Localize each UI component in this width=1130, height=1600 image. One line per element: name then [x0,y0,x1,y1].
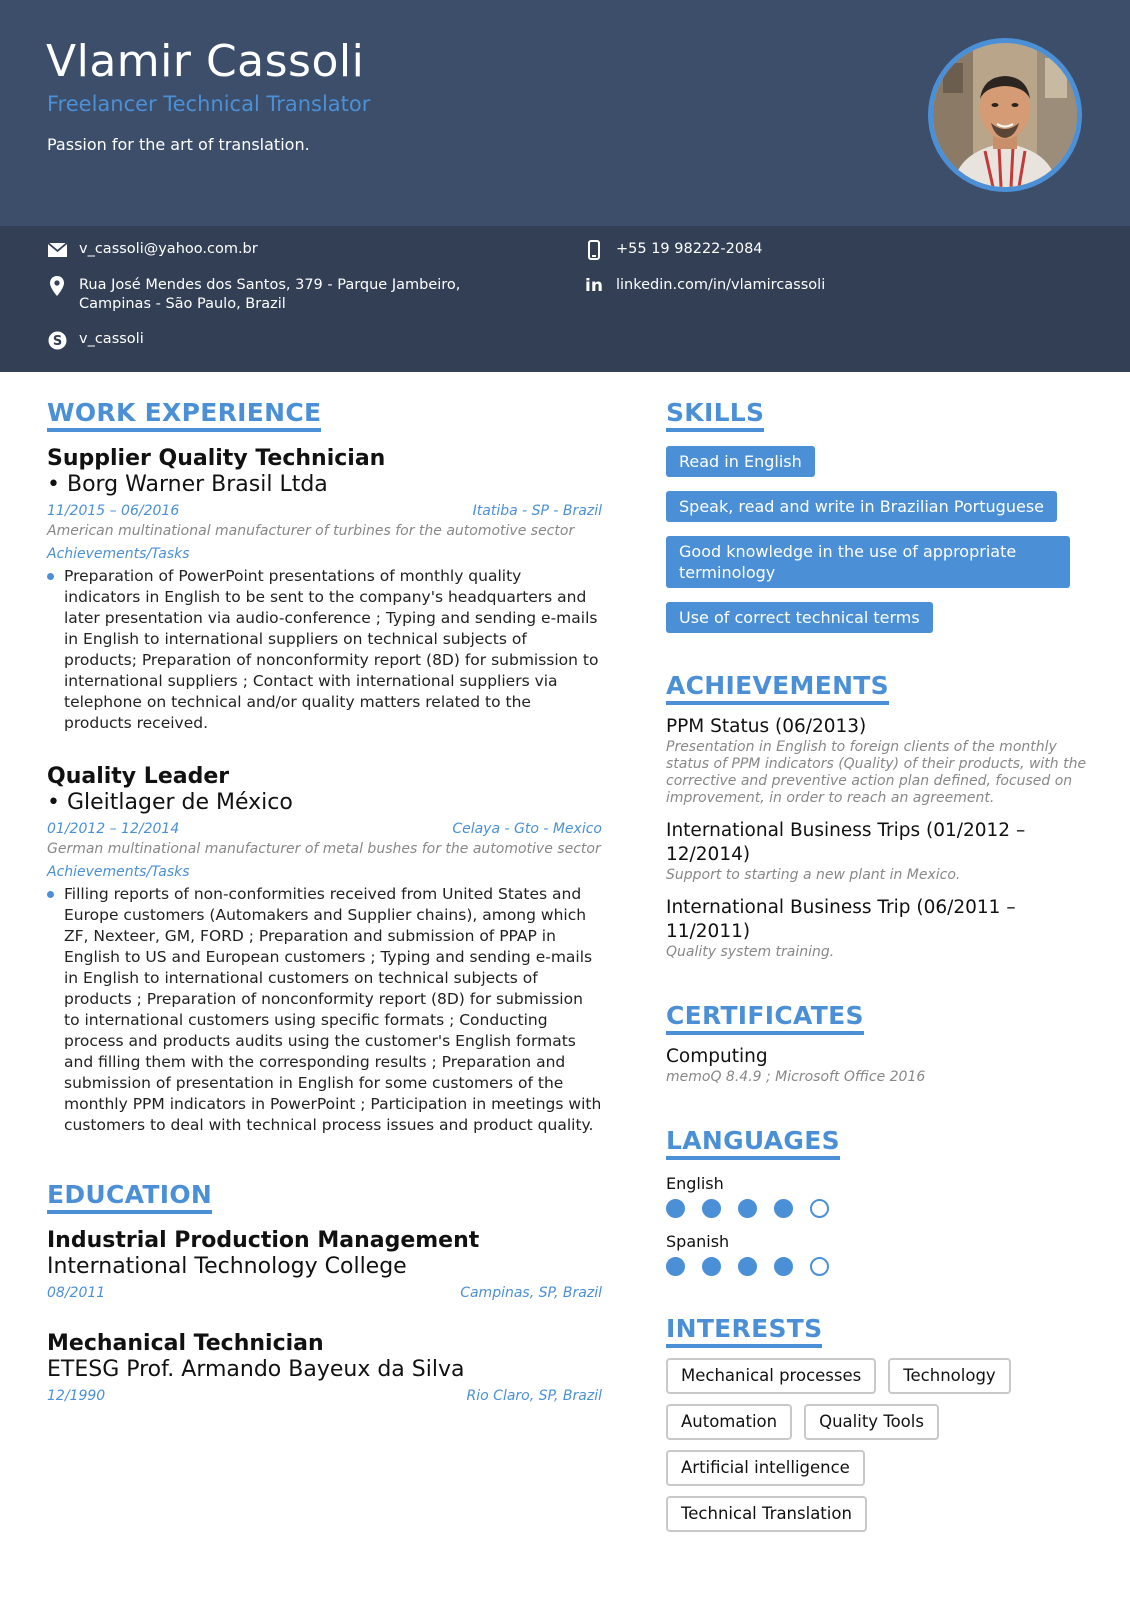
level-dot-filled [738,1257,757,1276]
job-entry [47,764,602,1136]
achievement-title: PPM Status (06/2013) [666,716,867,737]
level-dot-empty [810,1199,829,1218]
linkedin-icon: in [585,276,603,296]
skype-text: v_cassoli [79,331,144,347]
certificate-description: memoQ 8.4.9 ; Microsoft Office 2016 [666,1069,926,1085]
job-description: German multinational manufacturer of metal bushes for the automotive sector [47,841,601,857]
phone-text: +55 19 98222-2084 [616,241,763,257]
candidate-name: Vlamir Cassoli [46,36,365,87]
address-line-1: Rua José Mendes dos Santos, 379 - Parque Jambeiro, [79,277,461,293]
job-dates: 11/2015 – 06/2016 [47,503,180,519]
level-dot-filled [774,1199,793,1218]
phone-icon [584,240,604,260]
level-dot-filled [702,1199,721,1218]
level-dot-filled [666,1257,685,1276]
language-entry [666,1174,1096,1218]
education-heading: EDUCATION [47,1180,212,1214]
education-school: ETESG Prof. Armando Bayeux da Silva [47,1357,465,1382]
achievements-label: Achievements/Tasks [47,864,190,880]
location-pin-icon [47,276,67,296]
achievements-heading: ACHIEVEMENTS [666,671,889,705]
interest-tag: Quality Tools [804,1404,939,1440]
certificate-title: Computing [666,1046,768,1067]
education-meta [47,1387,602,1406]
education-degree: Mechanical Technician [47,1331,324,1356]
language-name: Spanish [666,1232,730,1251]
job-location: Celaya - Gto - Mexico [452,821,602,837]
task-text: Preparation of PowerPoint presentations of monthly quality indicators in English to be sent to the company's headquarters and later presentation via audio-conference ; Typing and sending e-mails in English to international suppliers on technical subjects of products; Preparation of nonconformity report (8D) for submission to international suppliers ; Contact with international suppliers via telephone on technical and/or quality matters related to the products received. [64,567,599,732]
email-text: v_cassoli@yahoo.com.br [79,241,258,257]
language-entry [666,1232,1096,1276]
interests-list [666,1348,1086,1532]
job-location: Itatiba - SP - Brazil [472,503,602,519]
education-entry [47,1228,602,1303]
bullet-dot [47,573,54,580]
contact-skype[interactable] [47,330,144,350]
achievement-entry [666,819,1096,884]
interests-heading: INTERESTS [666,1314,822,1348]
language-level-dots [666,1257,1096,1276]
education-location: Campinas, SP, Brazil [460,1285,602,1301]
education-school: International Technology College [47,1254,407,1279]
job-company: • Borg Warner Brasil Ltda [47,472,328,497]
education-meta [47,1284,602,1303]
achievement-title: International Business Trips (01/2012 – 12/2014) [666,820,1026,865]
certificate-entry [666,1045,1096,1086]
contact-phone[interactable] [584,240,763,260]
achievement-description: Quality system training. [666,944,835,960]
contact-linkedin[interactable] [584,276,825,296]
achievement-description: Presentation in English to foreign clients of the monthly status of PPM indicators (Quality) of their products, with the corrective and preventive action plan defined, focused on improvement, in order to reach an agreement. [666,739,1087,806]
contact-bar [0,226,1130,372]
resume-header [0,0,1130,226]
candidate-tagline: Passion for the art of translation. [47,135,310,154]
job-company: • Gleitlager de México [47,790,293,815]
skype-icon [47,330,67,350]
interest-tag: Mechanical processes [666,1358,876,1394]
profile-photo-image [933,43,1077,187]
skill-badge: Read in English [666,446,815,477]
contact-email[interactable] [47,240,258,260]
right-column [666,398,1096,1532]
skill-badge: Use of correct technical terms [666,602,933,633]
achievement-description: Support to starting a new plant in Mexico. [666,867,961,883]
svg-text:S: S [52,333,62,349]
job-title: Supplier Quality Technician [47,446,386,471]
language-name: English [666,1174,724,1193]
task-bullet [47,566,602,734]
achievement-title: International Business Trip (06/2011 – 11/2011) [666,897,1016,942]
job-meta [47,502,602,521]
level-dot-filled [666,1199,685,1218]
work-experience-heading: WORK EXPERIENCE [47,398,321,432]
education-entry [47,1331,602,1406]
skill-badge: Good knowledge in the use of appropriate terminology [666,536,1070,588]
interest-tag: Technology [888,1358,1010,1394]
interest-tag: Artificial intelligence [666,1450,865,1486]
level-dot-filled [702,1257,721,1276]
job-description: American multinational manufacturer of turbines for the automotive sector [47,523,575,539]
profile-photo [928,38,1082,192]
envelope-icon [47,240,67,260]
certificates-heading: CERTIFICATES [666,1001,864,1035]
language-level-dots [666,1199,1096,1218]
education-date: 08/2011 [47,1285,106,1301]
job-dates: 01/2012 – 12/2014 [47,821,180,837]
education-date: 12/1990 [47,1388,106,1404]
level-dot-empty [810,1257,829,1276]
address-line-2: Campinas - São Paulo, Brazil [79,296,286,312]
bullet-dot [47,891,54,898]
achievement-entry [666,896,1096,961]
linkedin-text: linkedin.com/in/vlamircassoli [616,277,826,293]
contact-address [47,276,460,314]
job-entry [47,446,602,734]
education-location: Rio Claro, SP, Brazil [466,1388,602,1404]
candidate-title: Freelancer Technical Translator [47,92,371,116]
job-meta [47,820,602,839]
level-dot-filled [774,1257,793,1276]
skills-list [666,432,1096,633]
level-dot-filled [738,1199,757,1218]
left-column [47,398,602,1406]
task-bullet [47,884,602,1136]
task-text: Filling reports of non-conformities received from United States and Europe customers (Automakers and Supplier chains), among which ZF, Nexteer, GM, FORD ; Preparation and submission of PPAP in English to US and European customers ; Typing and sending e-mails in English to international customers on technical subjects of products ; Preparation of nonconformity report (8D) for submission to international customers using specific formats ; Conducting process and products audits using the customer's English formats and filling them with the corresponding results ; Preparation and submission of presentation in English for some customers of the monthly PPM indicators in PowerPoint ; Participation in meetings with customers to deal with technical process issues and product quality. [64,885,602,1134]
education-degree: Industrial Production Management [47,1228,480,1253]
interest-tag: Automation [666,1404,792,1440]
skills-heading: SKILLS [666,398,764,432]
languages-heading: LANGUAGES [666,1126,840,1160]
job-title: Quality Leader [47,764,230,789]
achievement-entry [666,715,1096,807]
skill-badge: Speak, read and write in Brazilian Portuguese [666,491,1057,522]
interest-tag: Technical Translation [666,1496,867,1532]
achievements-label: Achievements/Tasks [47,546,190,562]
